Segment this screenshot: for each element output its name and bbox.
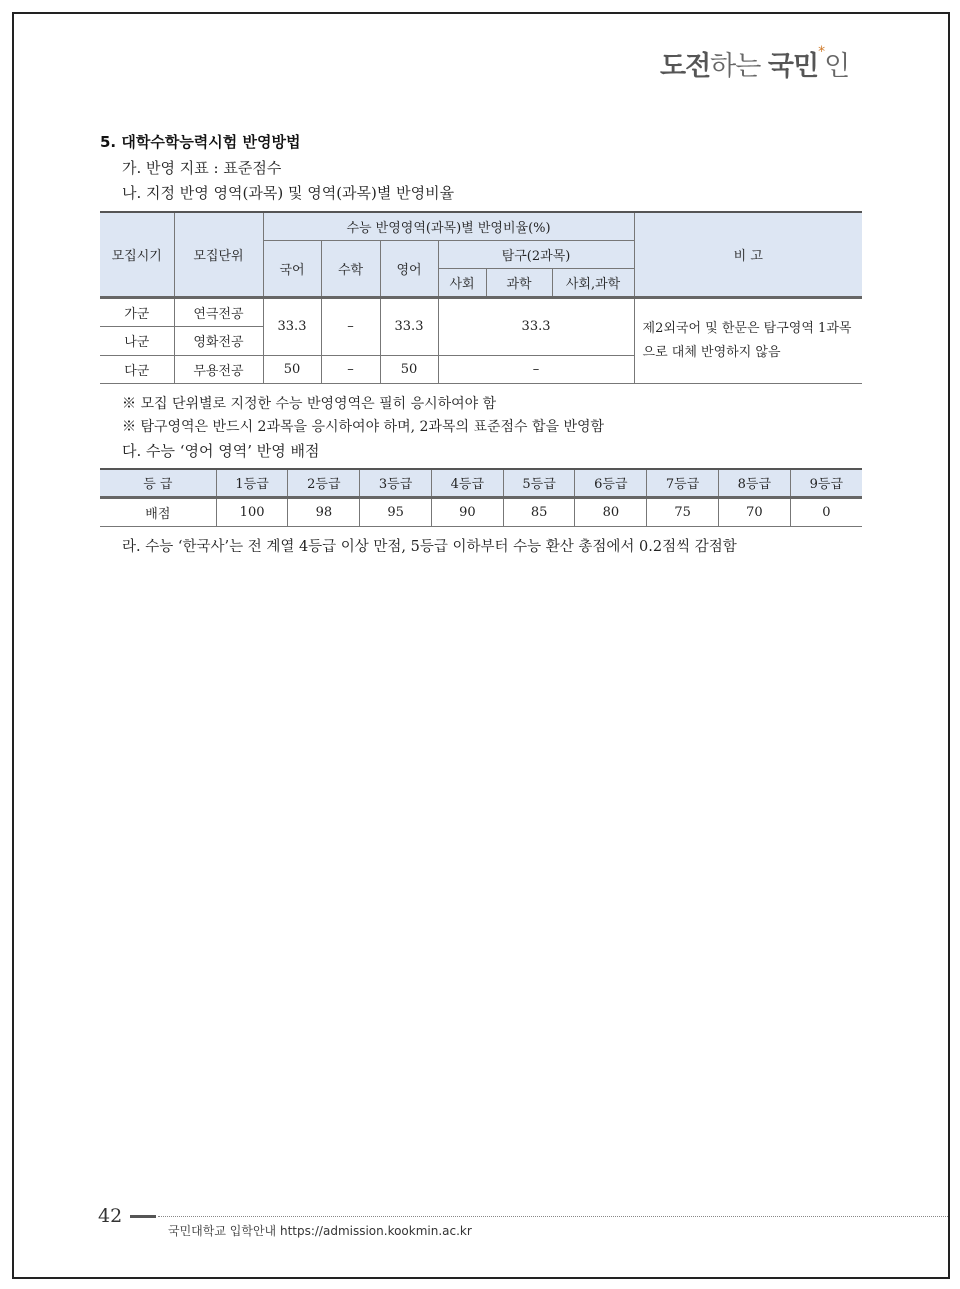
cell-math: – bbox=[321, 355, 380, 383]
table-row bbox=[100, 497, 862, 526]
score-7: 75 bbox=[647, 497, 719, 526]
table-row bbox=[100, 297, 862, 326]
cell-inquiry: – bbox=[438, 355, 634, 383]
cell-period: 나군 bbox=[100, 326, 174, 355]
score-2: 98 bbox=[288, 497, 360, 526]
note-2: ※ 탐구영역은 반드시 2과목을 응시하여야 하며, 2과목의 표준점수 합을 반영함 bbox=[122, 419, 605, 435]
cell-english: 50 bbox=[380, 355, 438, 383]
grade-6: 6등급 bbox=[575, 469, 647, 497]
grade-3: 3등급 bbox=[360, 469, 432, 497]
star-icon: * bbox=[818, 44, 825, 60]
score-3: 95 bbox=[360, 497, 432, 526]
ratio-table bbox=[100, 211, 862, 384]
grade-1: 1등급 bbox=[216, 469, 288, 497]
item-ra: 라. 수능 ‘한국사’는 전 계열 4등급 이상 만점, 5등급 이하부터 수능 환산 총점에서 0.2점씩 감점함 bbox=[122, 539, 737, 555]
header-inquiry: 탐구(2과목) bbox=[438, 240, 634, 268]
header-remark: 비 고 bbox=[634, 212, 862, 297]
cell-unit: 영화전공 bbox=[174, 326, 263, 355]
footer-divider bbox=[130, 1215, 156, 1218]
grade-8: 8등급 bbox=[718, 469, 790, 497]
item-da: 다. 수능 ‘영어 영역’ 반영 배점 bbox=[122, 442, 320, 460]
grade-7: 7등급 bbox=[647, 469, 719, 497]
cell-english: 33.3 bbox=[380, 297, 438, 355]
header-science: 과학 bbox=[486, 268, 552, 297]
item-na: 나. 지정 반영 영역(과목) 및 영역(과목)별 반영비율 bbox=[122, 184, 455, 202]
header-period: 모집시기 bbox=[100, 212, 174, 297]
brand-text: 국민 bbox=[767, 51, 819, 82]
section-title: 5. 대학수학능력시험 반영방법 bbox=[100, 133, 301, 151]
cell-korean: 50 bbox=[263, 355, 321, 383]
footer-text: 국민대학교 입학안내 https://admission.kookmin.ac.kr bbox=[168, 1224, 472, 1238]
page-number: 42 bbox=[98, 1205, 123, 1227]
brand-text: 하는 bbox=[710, 51, 768, 82]
cell-unit: 무용전공 bbox=[174, 355, 263, 383]
cell-remark: 제2외국어 및 한문은 탐구영역 1과목으로 대체 반영하지 않음 bbox=[634, 297, 862, 383]
header-ratio-group: 수능 반영영역(과목)별 반영비율(%) bbox=[263, 212, 634, 240]
header-social: 사회 bbox=[438, 268, 486, 297]
english-score-table bbox=[100, 468, 862, 527]
cell-period: 다군 bbox=[100, 355, 174, 383]
score-6: 80 bbox=[575, 497, 647, 526]
brand-logo bbox=[660, 44, 849, 83]
cell-korean: 33.3 bbox=[263, 297, 321, 355]
grade-5: 5등급 bbox=[503, 469, 575, 497]
brand-text: 인 bbox=[824, 51, 850, 82]
grade-2: 2등급 bbox=[288, 469, 360, 497]
header-social-science: 사회,과학 bbox=[552, 268, 634, 297]
grade-4: 4등급 bbox=[431, 469, 503, 497]
header-unit: 모집단위 bbox=[174, 212, 263, 297]
score-4: 90 bbox=[431, 497, 503, 526]
cell-unit: 연극전공 bbox=[174, 297, 263, 326]
header-english: 영어 bbox=[380, 240, 438, 297]
note-1: ※ 모집 단위별로 지정한 수능 반영영역은 필히 응시하여야 함 bbox=[122, 396, 497, 412]
cell-period: 가군 bbox=[100, 297, 174, 326]
header-math: 수학 bbox=[321, 240, 380, 297]
grade-header: 등 급 bbox=[100, 469, 216, 497]
brand-text: 도전 bbox=[660, 51, 711, 82]
cell-inquiry: 33.3 bbox=[438, 297, 634, 355]
header-korean: 국어 bbox=[263, 240, 321, 297]
score-5: 85 bbox=[503, 497, 575, 526]
score-8: 70 bbox=[718, 497, 790, 526]
score-label: 배점 bbox=[100, 497, 216, 526]
score-1: 100 bbox=[216, 497, 288, 526]
item-ga: 가. 반영 지표 : 표준점수 bbox=[122, 159, 282, 177]
footer-dotted-line bbox=[158, 1216, 948, 1217]
score-9: 0 bbox=[790, 497, 862, 526]
grade-9: 9등급 bbox=[790, 469, 862, 497]
cell-math: – bbox=[321, 297, 380, 355]
